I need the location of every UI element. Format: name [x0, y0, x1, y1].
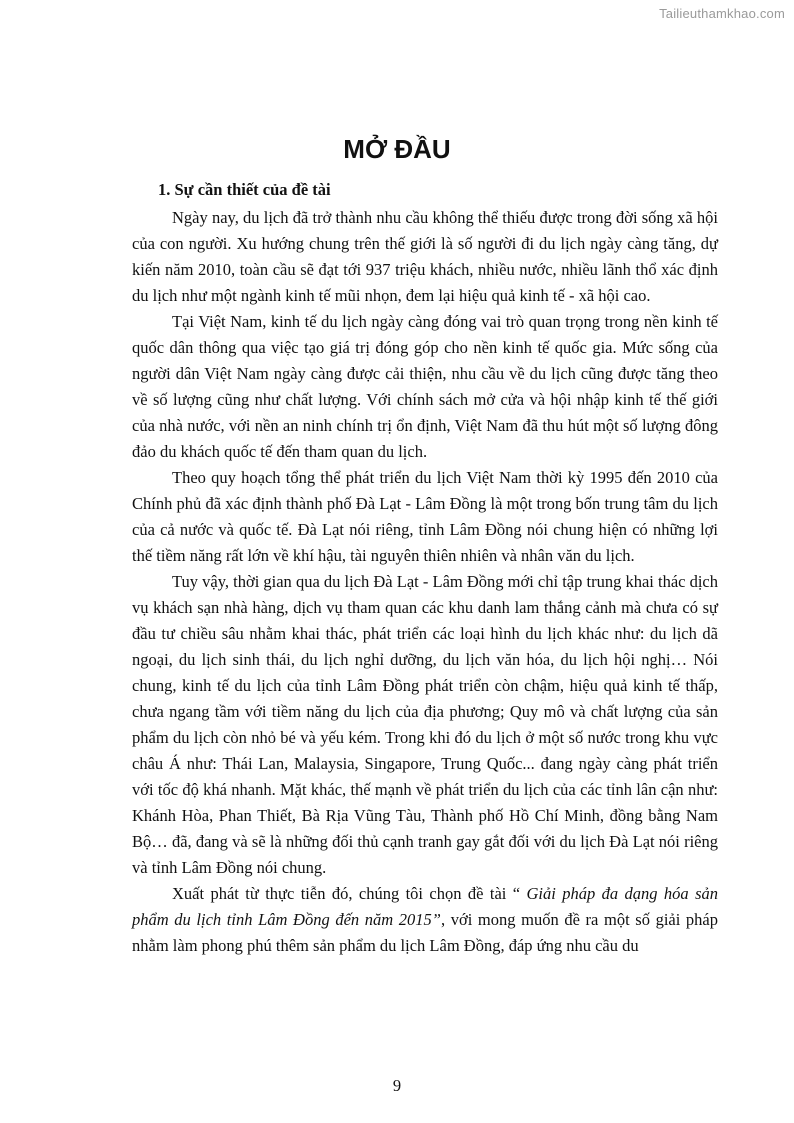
paragraph-2: Tại Việt Nam, kinh tế du lịch ngày càng đóng vai trò quan trọng trong nền kinh tế quốc dân thông qua việc tạo giá trị đóng góp cho nền kinh tế quốc gia. Mức sống của người dân Việt Nam ngày càng được cải thiện, nhu cầu về du lịch cũng được tăng theo về số lượng cũng như chất lượng. Với chính sách mở cửa và hội nhập kinh tế thế giới của nhà nước, với nền an ninh chính trị ổn định, Việt Nam đã thu hút một số lượng đông đảo du khách quốc tế đến tham quan du lịch. — [132, 312, 718, 461]
watermark: Tailieuthamkhao.com — [659, 6, 785, 21]
page-number: 9 — [392, 1076, 402, 1095]
paragraph-5 — [132, 881, 718, 959]
body-text — [132, 205, 718, 959]
section-heading: 1. Sự cần thiết của đề tài — [158, 180, 331, 199]
paragraph-5-rest: , với mong muốn đề ra một số giải pháp nhằm làm phong phú thêm sản phẩm du lịch Lâm Đồng, đáp ứng nhu cầu du — [132, 910, 719, 955]
page-title: MỞ ĐẦU — [343, 134, 451, 164]
paragraph-4: Tuy vậy, thời gian qua du lịch Đà Lạt - Lâm Đồng mới chỉ tập trung khai thác dịch vụ khách sạn nhà hàng, dịch vụ tham quan các khu danh lam thắng cảnh mà chưa có sự đầu tư chiều sâu nhằm khai thác, phát triển các loại hình du lịch khác như: du lịch dã ngoại, du lịch sinh thái, du lịch nghỉ dưỡng, du lịch văn hóa, du lịch hội nghị… Nói chung, kinh tế du lịch của tỉnh Lâm Đồng phát triển còn chậm, hiệu quả kinh tế thấp, chưa ngang tầm với tiềm năng du lịch của địa phương; Quy mô và chất lượng của sản phẩm du lịch còn nhỏ bé và yếu kém. Trong khi đó du lịch ở một số nước trong khu vực châu Á như: Thái Lan, Malaysia, Singapore, Trung Quốc... đang ngày càng phát triển với tốc độ khá nhanh. Mặt khác, thế mạnh về phát triển du lịch của các tỉnh lân cận như: Khánh Hòa, Phan Thiết, Bà Rịa Vũng Tàu, Thành phố Hồ Chí Minh, đồng bằng Nam Bộ… đã, đang và sẽ là những đối thủ cạnh tranh gay gắt đối với du lịch Đà Lạt nói riêng và tỉnh Lâm Đồng nói chung. — [132, 572, 718, 877]
paragraph-1: Ngày nay, du lịch đã trở thành nhu cầu không thể thiếu được trong đời sống xã hội của con người. Xu hướng chung trên thế giới là số người đi du lịch ngày càng tăng, dự kiến năm 2010, toàn cầu sẽ đạt tới 937 triệu khách, nhiều nước, nhiều lãnh thổ xác định du lịch như một ngành kinh tế mũi nhọn, đem lại hiệu quả kinh tế - xã hội cao. — [132, 208, 718, 305]
thesis-title: Giải pháp đa dạng hóa sản phẩm du lịch tỉnh Lâm Đồng đến năm 2015” — [132, 884, 718, 929]
paragraph-3: Theo quy hoạch tổng thể phát triển du lịch Việt Nam thời kỳ 1995 đến 2010 của Chính phủ đã xác định thành phố Đà Lạt - Lâm Đồng là một trong bốn trung tâm du lịch của cả nước và quốc tế. Đà Lạt nói riêng, tỉnh Lâm Đồng nói chung hiện có những lợi thế tiềm năng rất lớn về khí hậu, tài nguyên thiên nhiên và nhân văn du lịch. — [132, 468, 718, 565]
paragraph-5-lead: Xuất phát từ thực tiễn đó, chúng tôi chọn đề tài “ — [172, 884, 527, 903]
